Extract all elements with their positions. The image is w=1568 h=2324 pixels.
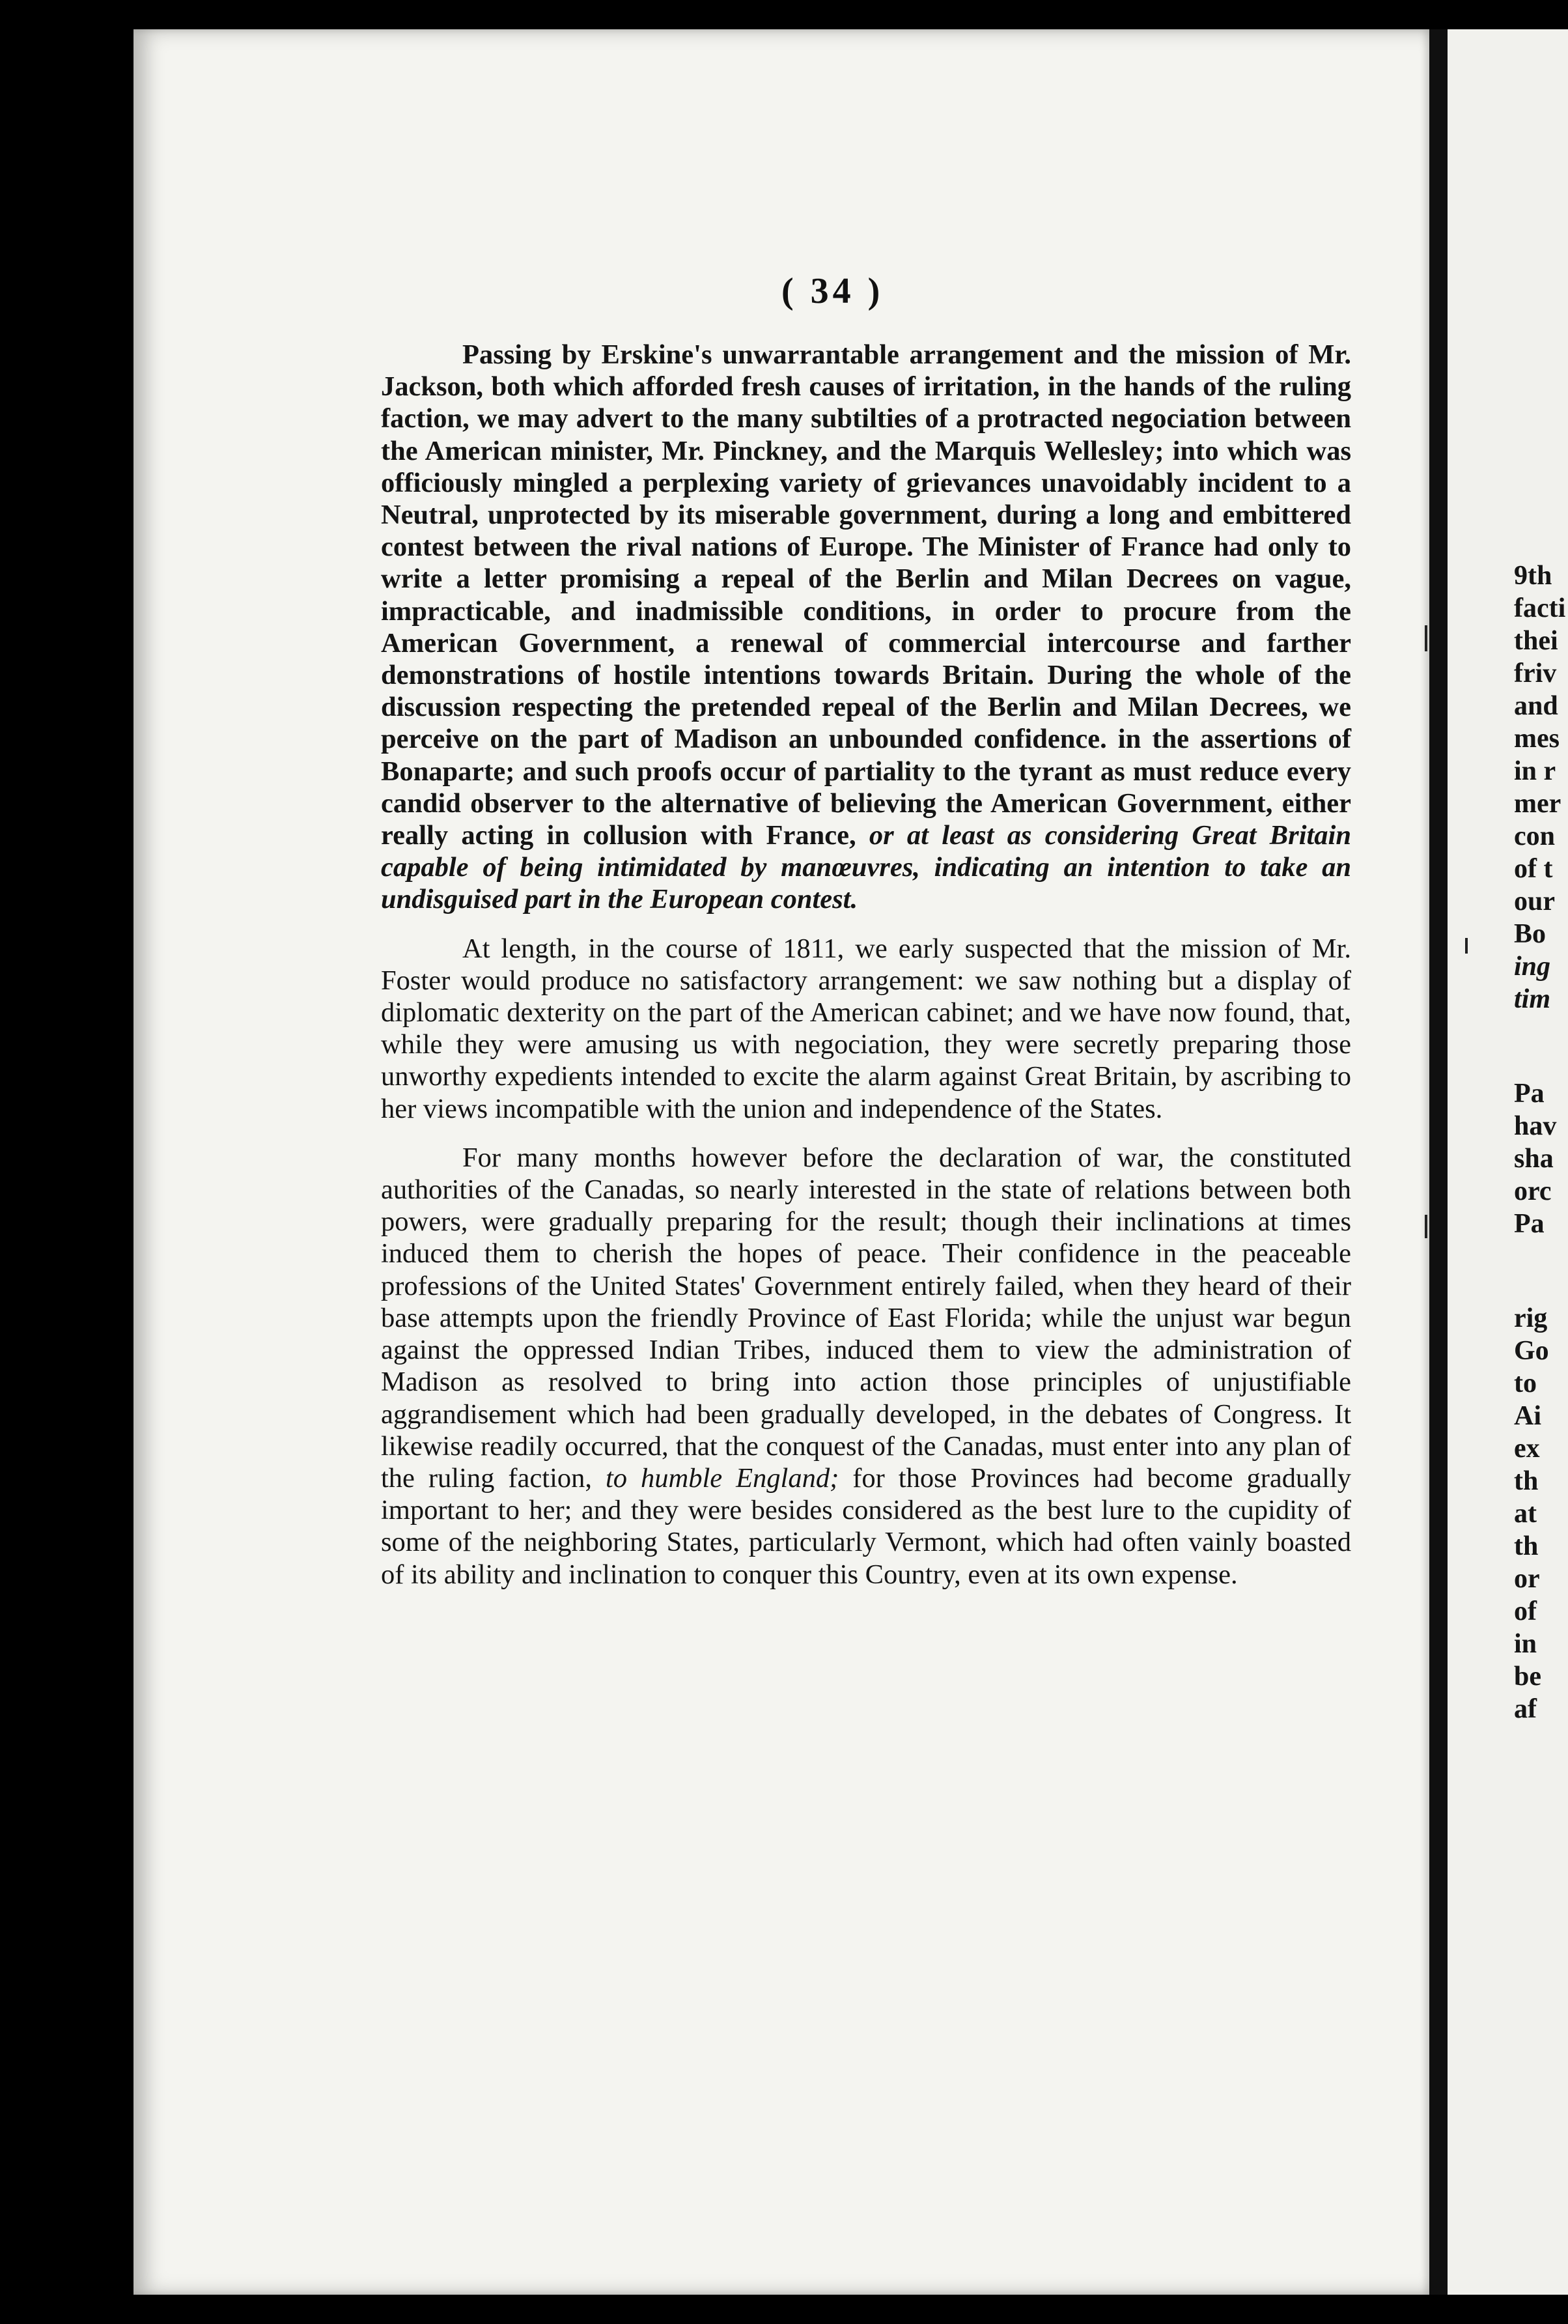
- binding-mark: [1425, 1215, 1427, 1238]
- fragment: of: [1514, 1596, 1537, 1626]
- fragment: Pa: [1514, 1209, 1545, 1239]
- page-gutter: [1429, 29, 1448, 2295]
- fragment: Go: [1514, 1336, 1549, 1366]
- fragment: and: [1514, 691, 1558, 721]
- fragment: th: [1514, 1466, 1539, 1496]
- fragment: ing: [1514, 952, 1551, 982]
- paragraph-3-text-after: for those Provinces had become gradually important to her; and they were besides considered as the best lure to the cupidity of some of the neighboring States, particularly Vermont, which had often vainly boasted of its ability and inclination to conquer this Country, even at its own expense.: [381, 1462, 1352, 1590]
- paragraph-3-italic: to humble England;: [605, 1462, 839, 1494]
- fragment: af: [1514, 1694, 1537, 1724]
- fragment: be: [1514, 1662, 1541, 1692]
- fragment: of t: [1514, 854, 1553, 884]
- fragment: in r: [1514, 756, 1556, 786]
- fragment: our: [1514, 886, 1555, 916]
- fragment: tim: [1514, 984, 1551, 1014]
- paragraph-3: [381, 1142, 1351, 1591]
- fragment: orc: [1514, 1176, 1552, 1206]
- paragraph-1: [381, 339, 1351, 916]
- fragment: mes: [1514, 724, 1560, 754]
- fragment: Bo: [1514, 919, 1547, 949]
- paragraph-1-italic: or at least as considering Great Britain capable of being intimidated by manœuvres, indicating an intention to take an undisguised part in the European contest.: [381, 820, 1352, 915]
- paragraph-2-text: At length, in the course of 1811, we early suspected that the mission of Mr. Foster would produce no satisfactory arrangement: we saw nothing but a display of diplomatic dexterity on the part of the American cabinet; and we have now found, that, while they were amusing us with negociation, they were secretly preparing those unworthy expedients intended to excite the alarm against Great Britain, by ascribing to her views incompatible with the union and independence of the States.: [381, 933, 1351, 1124]
- page-number: ( 34 ): [781, 271, 884, 311]
- paragraph-2: [381, 933, 1351, 1125]
- binding-mark: [1465, 938, 1468, 954]
- binding-mark: [1425, 625, 1427, 651]
- fragment: con: [1514, 821, 1555, 851]
- fragment: friv: [1514, 659, 1557, 688]
- fragment: ex: [1514, 1434, 1540, 1464]
- fragment: th: [1514, 1531, 1539, 1561]
- fragment: in: [1514, 1629, 1537, 1659]
- fragment: Pa: [1514, 1079, 1545, 1109]
- fragment: Ai: [1514, 1401, 1541, 1431]
- fragment: facti: [1514, 593, 1566, 623]
- fragment: thei: [1514, 626, 1558, 656]
- fragment: hav: [1514, 1111, 1557, 1141]
- fragment: sha: [1514, 1144, 1554, 1174]
- fragment: or: [1514, 1564, 1540, 1594]
- fragment: 9th: [1514, 561, 1552, 591]
- paragraph-3-text: For many months however before the declaration of war, the constituted authorities of the Canadas, so nearly interested in the state of relations between both powers, were gradually preparing for the result; though their inclinations at times induced them to cherish the hopes of peace. Their confidence in the peaceable professions of the United States' Government entirely failed, when they heard of their base attempts upon the friendly Province of East Florida; while the unjust war begun against the oppressed Indian Tribes, induced them to view the administration of Madison as resolved to bring into action those principles of unjustifiable aggrandisement which had been gradually developed, in the debates of Congress. It likewise readily occurred, that the conquest of the Canadas, must enter into any plan of the ruling faction,: [381, 1142, 1351, 1494]
- fragment: to: [1514, 1368, 1537, 1398]
- body-text: [381, 339, 1351, 1608]
- fragment: rig: [1514, 1303, 1548, 1333]
- fragment: at: [1514, 1499, 1537, 1529]
- fragment: mer: [1514, 789, 1561, 819]
- paragraph-1-text: Passing by Erskine's unwarrantable arrangement and the mission of Mr. Jackson, both which afforded fresh causes of irritation, in the hands of the ruling faction, we may advert to the many subtilties of a protracted negociation between the American minister, Mr. Pinckney, and the Marquis Wellesley; into which was officiously mingled a perplexing variety of grievances unavoidably incident to a Neutral, unprotected by its miserable government, during a long and embittered contest between the rival nations of Europe. The Minister of France had only to write a letter promising a repeal of the Berlin and Milan Decrees on vague, impracticable, and inadmissible conditions, in order to procure from the American Government, a renewal of commercial intercourse and farther demonstrations of hostile intentions towards Britain. During the whole of the discussion respecting the pretended repeal of the Berlin and Milan Decrees, we perceive on the part of Madison an unbounded confidence. in the assertions of Bonaparte; and such proofs occur of partiality to the tyrant as must reduce every candid observer to the alternative of believing the American Government, either really acting in collusion with France,: [381, 339, 1351, 851]
